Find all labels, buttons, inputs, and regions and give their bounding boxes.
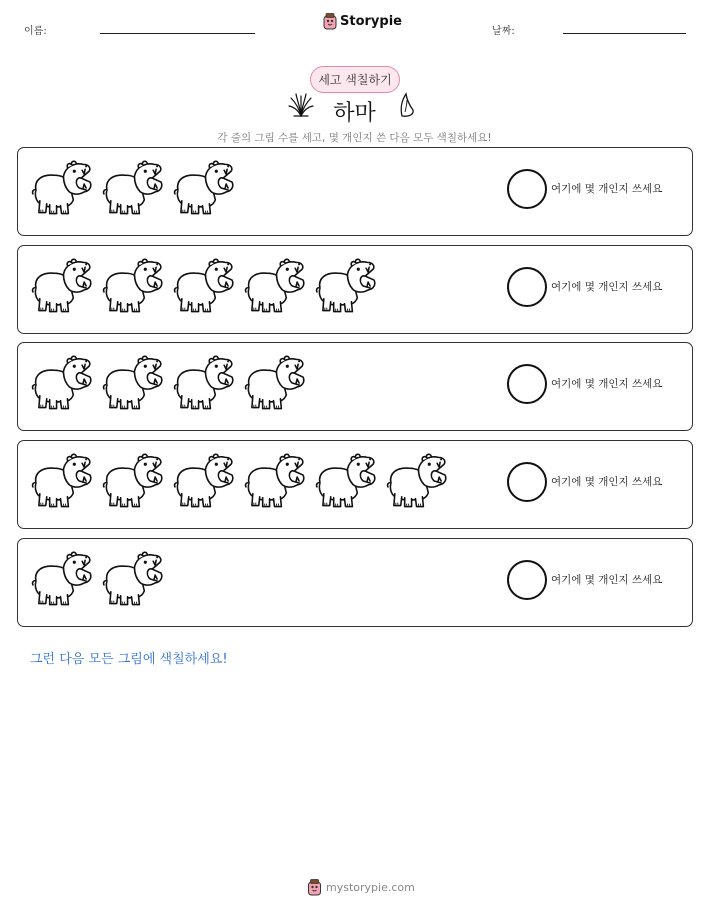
activity-badge: 세고 색칠하기 <box>310 66 400 93</box>
hippo-icon[interactable] <box>101 449 164 511</box>
hippo-icon[interactable] <box>243 449 306 511</box>
answer-circle[interactable] <box>507 267 547 307</box>
hippo-icon[interactable] <box>101 156 164 218</box>
hippo-icon[interactable] <box>172 449 235 511</box>
tooth-icon <box>398 92 416 118</box>
name-label: 이름: <box>24 26 47 37</box>
hippo-icon[interactable] <box>172 351 235 413</box>
hippo-icon[interactable] <box>30 156 93 218</box>
hippo-icon[interactable] <box>172 254 235 316</box>
answer-circle[interactable] <box>507 462 547 502</box>
hippo-icon[interactable] <box>101 351 164 413</box>
hippo-icon[interactable] <box>30 351 93 413</box>
hippo-icon[interactable] <box>172 156 235 218</box>
storypie-logo-icon <box>323 13 337 30</box>
hippo-icon[interactable] <box>314 254 377 316</box>
answer-circle[interactable] <box>507 560 547 600</box>
instructions: 각 줄의 그림 수를 세고, 몇 개인지 쓴 다음 모두 색칠하세요! <box>217 132 492 144</box>
hippo-group <box>30 156 235 218</box>
counting-row <box>17 245 693 334</box>
hippo-icon[interactable] <box>243 351 306 413</box>
date-line[interactable] <box>563 33 686 34</box>
hippo-group <box>30 449 448 511</box>
answer-circle[interactable] <box>507 169 547 209</box>
answer-label: 여기에 몇 개인지 쓰세요 <box>551 183 663 195</box>
counting-row <box>17 538 693 627</box>
hippo-icon[interactable] <box>101 547 164 609</box>
hippo-icon[interactable] <box>243 254 306 316</box>
name-line[interactable] <box>100 33 255 34</box>
storypie-logo <box>323 13 402 30</box>
hippo-icon[interactable] <box>314 449 377 511</box>
hippo-icon[interactable] <box>385 449 448 511</box>
counting-row <box>17 147 693 236</box>
answer-label: 여기에 몇 개인지 쓰세요 <box>551 573 663 586</box>
page-title: 하마 <box>333 101 376 126</box>
hippo-icon[interactable] <box>30 254 93 316</box>
hippo-group <box>30 351 306 413</box>
hippo-group <box>30 254 377 316</box>
coloring-note: 그런 다음 모든 그림에 색칠하세요! <box>30 652 228 667</box>
answer-circle[interactable] <box>507 364 547 404</box>
answer-label: 여기에 몇 개인지 쓰세요 <box>551 280 663 293</box>
hippo-icon[interactable] <box>30 547 93 609</box>
date-label: 날짜: <box>492 26 515 37</box>
brand-name: Storypie <box>340 14 402 29</box>
footer-site: mystorypie.com <box>326 881 415 894</box>
answer-label: 여기에 몇 개인지 쓰세요 <box>551 476 663 489</box>
counting-row <box>17 342 693 431</box>
answer-label: 여기에 몇 개인지 쓰세요 <box>551 378 663 391</box>
footer <box>307 879 415 896</box>
hippo-icon[interactable] <box>101 254 164 316</box>
hippo-group <box>30 547 164 609</box>
footer-logo-icon <box>307 879 322 896</box>
hippo-icon[interactable] <box>30 449 93 511</box>
counting-row <box>17 440 693 529</box>
